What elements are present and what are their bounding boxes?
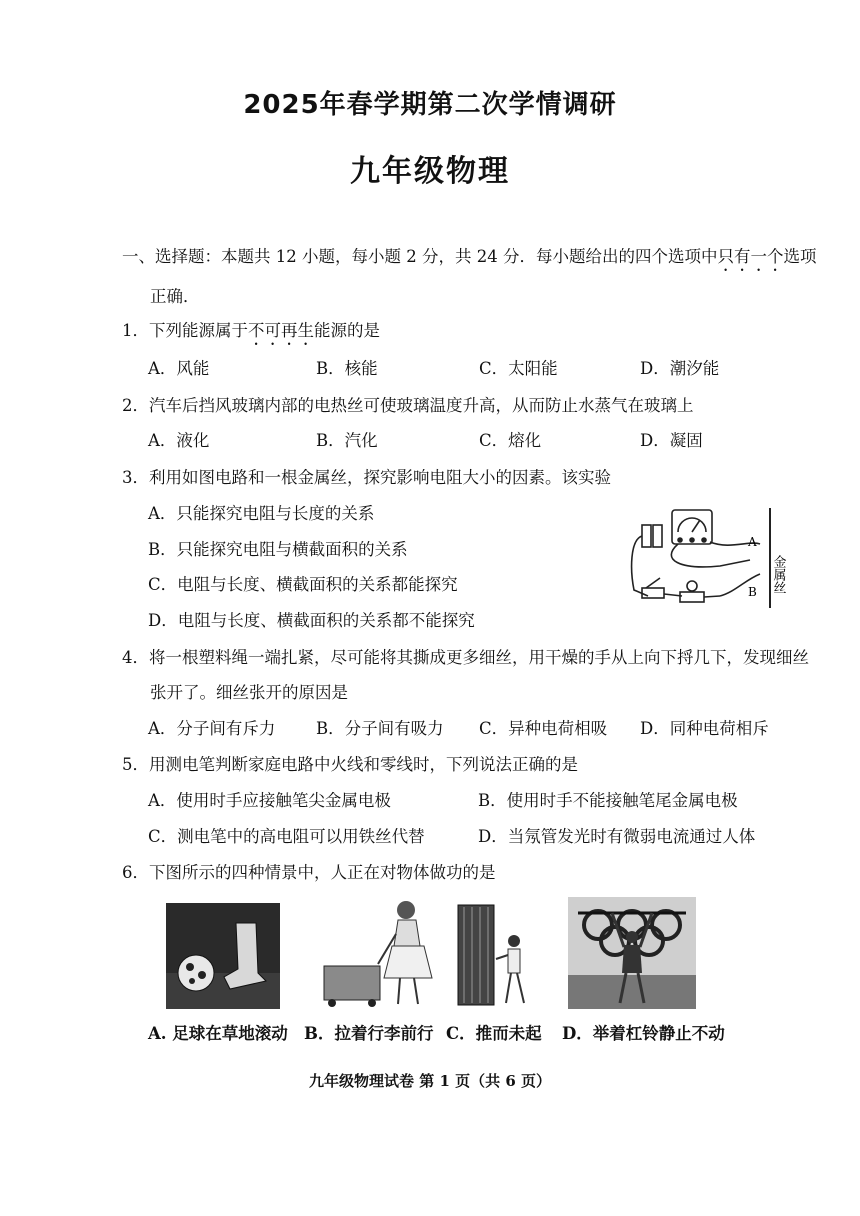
q5-option-d: D．当氖管发光时有微弱电流通过人体	[478, 827, 756, 846]
q4-option-d: D．同种电荷相斥	[640, 719, 769, 738]
q6-stem: 6．下图所示的四种情景中，人正在对物体做功的是	[122, 863, 496, 882]
bulb-holder	[680, 592, 704, 602]
circuit-diagram	[620, 500, 800, 615]
q1-option-d: D．潮汐能	[640, 359, 720, 378]
q4-option-c: C．异种电荷相吸	[479, 719, 608, 738]
section-intro-text-a: 一、选择题：本题共 12 小题，每小题 2 分，共 24 分．每小题给出的四个选项中	[122, 247, 718, 266]
battery-cell	[642, 525, 651, 547]
q6-caption-c: C．推而未起	[446, 1024, 542, 1043]
q1-option-c: C．太阳能	[479, 359, 558, 378]
bulb	[687, 581, 697, 591]
section-intro	[122, 246, 816, 275]
label-b: B	[748, 585, 757, 599]
luggage	[324, 966, 380, 1000]
q2-option-b: B．汽化	[316, 431, 378, 450]
q1-stem-emphasis: 不可再生	[248, 321, 314, 340]
push-picture	[456, 903, 536, 1009]
q1-stem-b: 能源的是	[314, 321, 380, 340]
q6-caption-a: A. 足球在草地滚动	[148, 1024, 288, 1043]
q3-stem: 3．利用如图电路和一根金属丝，探究影响电阻大小的因素。该实验	[122, 468, 611, 487]
q1-option-a: A．风能	[148, 359, 210, 378]
exam-title: 2025年春学期第二次学情调研	[243, 90, 617, 120]
q4-stem-line1: 4．将一根塑料绳一端扎紧，尽可能将其撕成更多细丝，用干燥的手从上向下捋几下，发现细丝	[122, 648, 809, 667]
q4-option-b: B．分子间有吸力	[316, 719, 444, 738]
label-a: A	[748, 535, 757, 549]
q5-stem: 5．用测电笔判断家庭电路中火线和零线时，下列说法正确的是	[122, 755, 578, 774]
q2-option-d: D．凝固	[640, 431, 703, 450]
q3-option-d: D．电阻与长度、横截面积的关系都不能探究	[148, 611, 475, 630]
q4-option-a: A．分子间有斥力	[148, 719, 276, 738]
page-footer: 九年级物理试卷 第 1 页（共 6 页）	[309, 1072, 551, 1090]
girl-head	[397, 901, 415, 919]
metal-wire-label: 金属丝	[770, 555, 786, 594]
q3-option-c: C．电阻与长度、横截面积的关系都能探究	[148, 575, 458, 594]
q1-option-b: B．核能	[316, 359, 378, 378]
q6-caption-d: D．举着杠铃静止不动	[562, 1024, 725, 1043]
q1-stem-a: 1．下列能源属于	[122, 321, 248, 340]
q5-option-c: C．测电笔中的高电阻可以用铁丝代替	[148, 827, 425, 846]
football-picture	[166, 903, 280, 1009]
q3-option-b: B．只能探究电阻与横截面积的关系	[148, 540, 408, 559]
q6-caption-b: B．拉着行李前行	[304, 1024, 434, 1043]
q2-option-c: C．熔化	[479, 431, 542, 450]
battery-cell	[653, 525, 662, 547]
q4-stem-line2: 张开了。细丝张开的原因是	[150, 683, 348, 702]
q5-option-b: B．使用时手不能接触笔尾金属电极	[478, 791, 738, 810]
section-intro-text-b: 选项	[783, 247, 817, 266]
q2-option-a: A．液化	[148, 431, 210, 450]
boy-head	[508, 935, 520, 947]
q1-stem	[122, 320, 380, 349]
section-intro-emphasis: 只有一个	[717, 247, 784, 266]
exam-subtitle: 九年级物理	[350, 154, 510, 189]
bookshelf	[458, 905, 494, 1005]
football	[178, 955, 214, 991]
q2-stem: 2．汽车后挡风玻璃内部的电热丝可使玻璃温度升高，从而防止水蒸气在玻璃上	[122, 396, 694, 415]
luggage-picture	[320, 898, 440, 1010]
section-intro-line2: 正确．	[150, 287, 200, 306]
q3-option-a: A．只能探究电阻与长度的关系	[148, 504, 375, 523]
barbell-picture	[568, 897, 696, 1009]
switch	[642, 588, 664, 598]
q5-option-a: A．使用时手应接触笔尖金属电极	[148, 791, 391, 810]
